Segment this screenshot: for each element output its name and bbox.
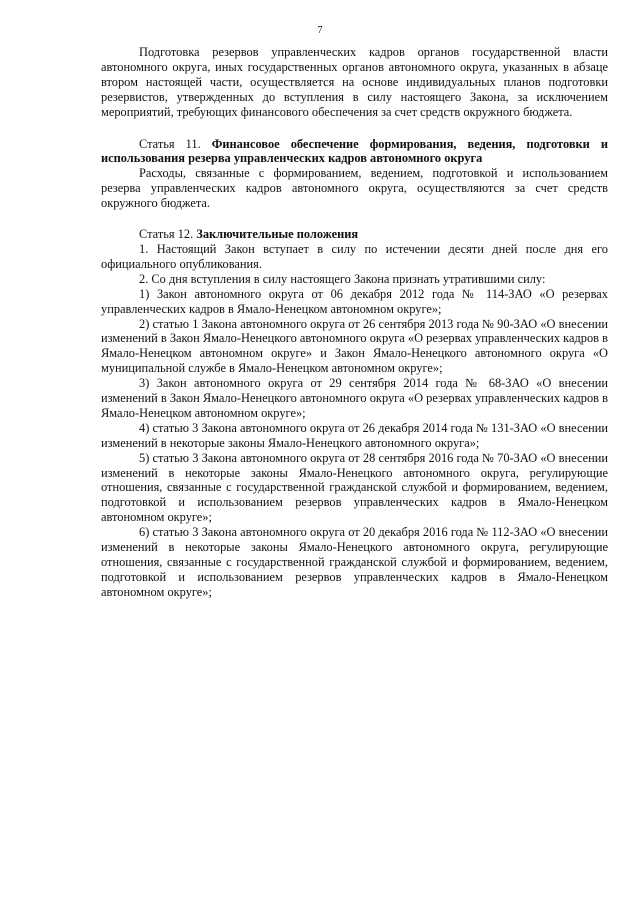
article-12-part-1: 1. Настоящий Закон вступает в силу по истечении десяти дней после дня его официального опубликования. — [101, 241, 608, 271]
article-12-title: Заключительные положения — [196, 227, 359, 242]
article-11-title: Финансовое обеспечение формирования, ведения, подготовки и использования резерва управленческих кадров автономного округа — [101, 136, 608, 166]
page-number: 7 — [317, 25, 323, 36]
spacer — [101, 120, 608, 137]
article-12-prefix: Статья 12. — [139, 227, 197, 242]
repealed-item: 2) статью 1 Закона автономного округа от 26 сентября 2013 года № 90-ЗАО «О внесении изменений в Закон Ямало-Ненецкого автономного округа «О резервах управленческих кадров в Ямало-Ненецком автономном округе» и Закон Ямало-Ненецкого автономного округа «О муниципальной службе в Ямало-Ненецком автономном округе»; — [101, 316, 608, 376]
repealed-item: 6) статью 3 Закона автономного округа от 20 декабря 2016 года № 112-ЗАО «О внесении изменений в некоторые законы Ямало-Ненецкого автономного округа, регулирующие отношения, связанные с государственной гражданской службой и формированием, ведением, подготовкой и использованием резервов управленческих кадров в Ямало-Ненецком автономном округе»; — [101, 525, 608, 599]
repealed-item: 4) статью 3 Закона автономного округа от 26 декабря 2014 года № 131-ЗАО «О внесении изменений в некоторые законы Ямало-Ненецкого автономного округа»; — [101, 420, 608, 450]
paragraph-reserve-preparation: Подготовка резервов управленческих кадров органов государственной власти автономного округа, иных государственных органов автономного округа, указанных в абзаце втором настоящей части, осуществляется на основе индивидуальных планов подготовки резервистов, утвержденных до вступления в силу настоящего Закона, за исключением мероприятий, требующих финансового обеспечения за счет средств окружного бюджета. — [101, 45, 608, 119]
article-11-text: Расходы, связанные с формированием, ведением, подготовкой и использованием резерва управленческих кадров автономного округа, осуществляются за счет средств окружного бюджета. — [101, 166, 608, 211]
article-12-heading — [101, 227, 608, 242]
repealed-item: 5) статью 3 Закона автономного округа от 28 сентября 2016 года № 70-ЗАО «О внесении изменений в некоторые законы Ямало-Ненецкого автономного округа, регулирующие отношения, связанные с государственной гражданской службой и формированием, ведением, подготовкой и использованием резервов управленческих кадров в Ямало-Ненецком автономном округе»; — [101, 450, 608, 525]
article-12-part-2: 2. Со дня вступления в силу настоящего Закона признать утратившими силу: — [139, 271, 546, 286]
document-body — [101, 45, 608, 600]
repealed-item: 3) Закон автономного округа от 29 сентября 2014 года № 68-ЗАО «О внесении изменений в Закон Ямало-Ненецкого автономного округа «О резервах управленческих кадров в Ямало-Ненецком автономном округе»; — [101, 376, 608, 420]
spacer — [101, 211, 608, 227]
article-11-heading — [101, 137, 608, 167]
article-11-prefix: Статья 11. — [139, 136, 212, 151]
repealed-item: 1) Закон автономного округа от 06 декабря 2012 года № 114-ЗАО «О резервах управленческих кадров в Ямало-Ненецком автономном округе»; — [101, 286, 608, 316]
